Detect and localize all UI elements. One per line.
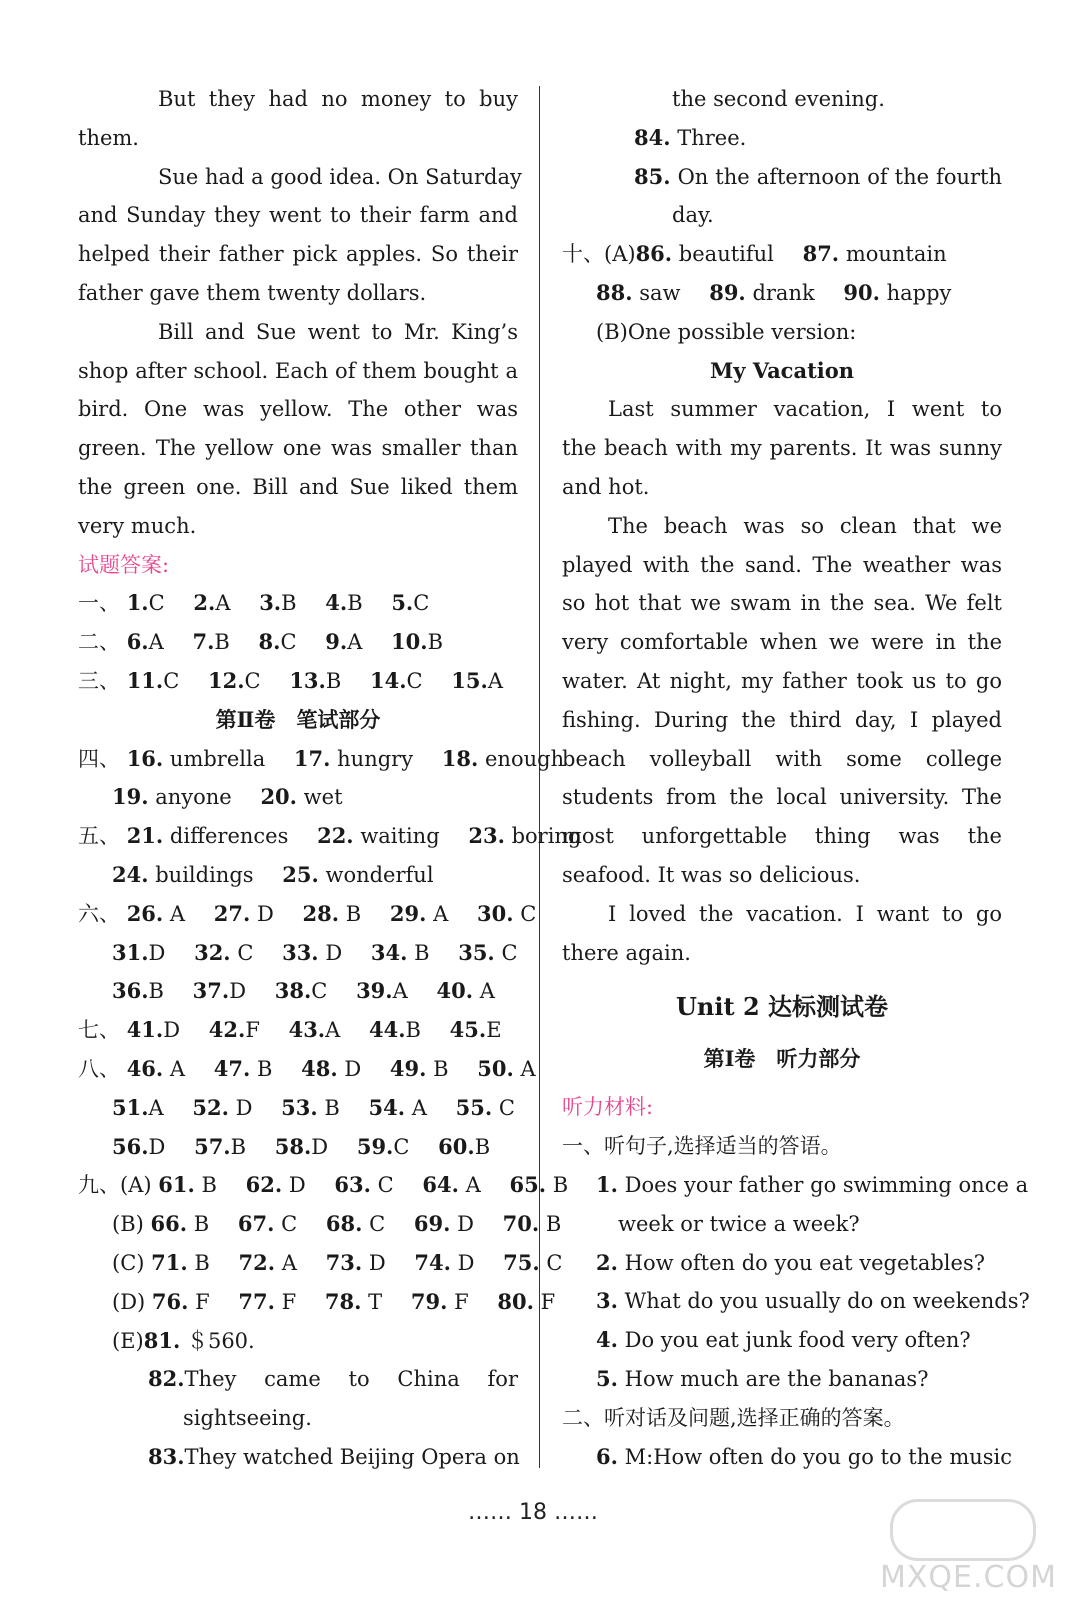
answer-item: 76. F [151,1288,210,1314]
answer-item: 41.D [126,1017,181,1043]
answer-item: 50. A [477,1055,536,1081]
essay-line: fishing. During the third day, I played [562,707,1002,732]
answer-row [78,934,518,973]
answer-item: 46. A [126,1055,186,1081]
answer-item: 26. A [126,900,186,926]
story-line: father gave them twenty dollars. [78,280,427,305]
listening-question: 2. How often do you eat vegetables? [596,1249,985,1275]
answer-item: 70. B [502,1211,562,1237]
answer-item: 75. C [503,1249,563,1275]
answer-row [78,623,518,662]
answer-item: 61. B [158,1172,217,1198]
answer-item: 45.E [449,1017,502,1043]
answer-item: 53. B [281,1094,340,1120]
listening-section: 一、听句子,选择适当的答语。 [562,1134,842,1159]
answer-row [78,1128,518,1167]
page-number: …… 18 …… [468,1500,598,1525]
answer-item: 72. A [238,1249,297,1275]
section-label: 四、 [78,746,120,771]
section-label: 九、 [78,1173,120,1198]
watermark-logo [870,1495,1057,1595]
answer-item: 89. drank [709,279,815,305]
answer-item: 2.A [193,590,231,616]
answer-item: 90. happy [843,279,952,305]
answer-item: 19. anyone [112,784,232,810]
essay-line: The beach was so clean that we [608,513,1002,538]
section-label: 十、 [562,242,604,267]
answer-item: 36.B [112,978,164,1004]
answer-item: 22. waiting [317,823,440,849]
answer-item: 47. B [213,1055,273,1081]
essay-line: so hot that we swam in the sea. We felt [562,591,1002,616]
essay-line: seafood. It was so delicious. [562,862,861,887]
listening-heading: 听力材料: [562,1095,654,1120]
answer-item: 64. A [422,1172,481,1198]
answer-item: 4.B [325,590,363,616]
section-label: 一、 [78,591,120,616]
answer-row: (B) 66. B 67. C 68. C 69. D 70. B [78,1205,518,1244]
answer-row [78,778,518,817]
answer-item: 10.B [391,629,444,655]
answer-item: 3.B [259,590,297,616]
listening-question: 3. What do you usually do on weekends? [596,1288,1030,1314]
essay-line: very comfortable when we were in the [562,630,1002,655]
answer-item: 33. D [282,939,343,965]
answer-item: 21. differences [126,823,289,849]
answer-row [78,856,518,895]
answer-line: the second evening. [672,87,885,111]
answer-item: 38.C [274,978,328,1004]
answer-item: 63. C [334,1172,394,1198]
listening-question: 4. Do you eat junk food very often? [596,1327,971,1353]
watermark-text: MXQE.COM [880,1560,1057,1595]
answer-row [78,662,518,701]
answer-row [78,972,518,1011]
answer-item: 40. A [436,978,495,1004]
essay-line: Last summer vacation, I went to [608,397,1002,422]
answer-item: 29. A [389,900,449,926]
answer-item: 55. C [455,1094,515,1120]
story-line: green. The yellow one was smaller than [78,436,518,461]
answer-item: 8.C [258,629,297,655]
answer-item: 39.A [356,978,408,1004]
section-label: 六、 [78,901,120,926]
answer-row: 九、(A) 61. B 62. D 63. C 64. A 65. B [78,1166,518,1205]
story-line: shop after school. Each of them bought a [78,358,518,383]
unit-title: Unit 2 达标测试卷 [676,992,888,1022]
right-column [562,80,1030,1476]
answer-row [78,1089,518,1128]
answer-row [562,274,1002,313]
answer-item: 27. D [213,900,274,926]
story-line: helped their father pick apples. So their [78,242,518,267]
answer-item: 23. boring [468,823,582,849]
answer-line: 84. Three. [634,124,747,150]
answer-item: 12.C [208,667,261,693]
essay-line: played with the sand. The weather was [562,552,1002,577]
listening-question: week or twice a week? [618,1211,860,1236]
answer-item: 30. C [477,900,537,926]
essay-line: and hot. [562,474,650,499]
section-label: 三、 [78,668,120,693]
answer-item: 88. saw [596,279,681,305]
listening-section: 二、听对话及问题,选择正确的答案。 [562,1405,905,1430]
section-label: 五、 [78,824,120,849]
answer-item: 11.C [126,667,180,693]
answer-item: 48. D [301,1055,362,1081]
answer-row: 十、(A)86. beautiful 87. mountain [562,235,1002,274]
answer-item: 24. buildings [112,861,254,887]
listening-question: 5. How much are the bananas? [596,1365,929,1391]
watermark-badge-icon [890,1499,1036,1561]
answer-item: 59.C [356,1133,410,1159]
essay-line: the beach with my parents. It was sunny [562,436,1002,461]
story-line: bird. One was yellow. The other was [78,397,518,422]
answer-item: 77. F [238,1288,297,1314]
story-line: Bill and Sue went to Mr. King’s [158,319,518,344]
essay-line: students from the local university. The [562,785,1002,810]
answer-item: 20. wet [260,784,343,810]
part1-heading: 第Ⅰ卷 听力部分 [703,1046,861,1072]
essay-line: there again. [562,940,691,965]
section-label: 八、 [78,1056,120,1081]
answer-item: 54. A [368,1094,427,1120]
story-line: Sue had a good idea. On Saturday [158,164,522,189]
answer-row [78,895,537,934]
answer-item: 65. B [509,1172,569,1198]
answer-item: 1.C [126,590,165,616]
answer-item: 74. D [414,1249,475,1275]
answer-item: 15.A [451,667,504,693]
story-line: But they had no money to buy [158,87,518,111]
answer-item: 60.B [438,1133,491,1159]
answer-item: 71. B [151,1249,210,1275]
answer-item: 35. C [458,939,518,965]
answer-row [78,1050,536,1089]
answer-item: 34. B [370,939,430,965]
answer-row [78,817,582,856]
answers-heading: 试题答案: [78,552,170,577]
answer-item: 87. mountain [802,241,947,267]
answer-row: (D) 76. F 77. F 78. T 79. F 80. F [78,1283,518,1322]
essay-line: I loved the vacation. I want to go [608,901,1002,926]
answer-item: 68. C [325,1211,386,1237]
answer-line: 85. On the afternoon of the fourth [634,163,1002,189]
answer-item: 57.B [194,1133,247,1159]
answer-item: 42.F [208,1017,260,1043]
answer-item: 79. F [410,1288,469,1314]
answer-item: 25. wonderful [282,861,434,887]
answer-item: 17. hungry [293,745,414,771]
section-label: 七、 [78,1018,120,1043]
answer-line: day. [672,203,714,228]
answer-item: 43.A [288,1017,341,1043]
answer-row [78,1011,518,1050]
essay-title: My Vacation [709,357,855,383]
answer-item: 5.C [391,590,430,616]
listening-question: 6. M:How often do you go to the music [596,1443,1013,1469]
answer-item: 6.A [126,629,164,655]
answer-item: 14.C [369,667,423,693]
essay-line: water. At night, my father took us to go [562,668,1002,693]
story-line: and Sunday they went to their farm and [78,203,518,228]
answer-item: 7.B [192,629,230,655]
answer-item: 62. D [245,1172,306,1198]
answer-row [78,584,518,623]
answer-item: 28. B [302,900,362,926]
essay-line: beach volleyball with some college [562,746,1002,771]
answer-item: 16. umbrella [126,745,266,771]
story-line: very much. [78,513,197,538]
answer-item: 78. T [324,1288,383,1314]
answer-item: 37.D [192,978,247,1004]
answer-row [78,740,565,779]
answer-item: 44.B [368,1017,421,1043]
part2-heading: 第Ⅱ卷 笔试部分 [215,706,381,732]
answer-item: 69. D [413,1211,474,1237]
answer-item: 51.A [112,1094,164,1120]
answer-item: 9.A [325,629,363,655]
answer-item: 66. B [150,1211,210,1237]
answer-row: 82.They came to China for [148,1366,518,1392]
left-column [78,80,582,1477]
answer-item: 56.D [112,1133,166,1159]
story-line: the green one. Bill and Sue liked them [78,474,518,499]
answer-row: (C) 71. B 72. A 73. D 74. D 75. C [78,1244,518,1283]
answer-row: sightseeing. [183,1406,312,1431]
answer-item: 32. C [194,939,254,965]
answer-line: (B)One possible version: [596,319,857,344]
listening-question: 1. Does your father go swimming once a [596,1171,1029,1197]
answer-item: 67. C [237,1211,298,1237]
story-line: them. [78,125,139,150]
essay-line: most unforgettable thing was the [562,824,1002,849]
answer-item: 13.B [289,667,342,693]
answer-item: 86. beautiful [635,241,774,267]
section-label: 二、 [78,630,120,655]
answer-item: 73. D [325,1249,386,1275]
answer-item: 58.D [274,1133,329,1159]
answer-item: 80. F [497,1288,556,1314]
answer-item: 52. D [192,1094,253,1120]
answer-item: 31.D [112,939,166,965]
answer-item: 49. B [389,1055,449,1081]
answer-item: 18. enough [441,745,565,771]
answer-row: (E)81. ＄560. [112,1327,255,1353]
answer-row: 83.They watched Beijing Opera on [148,1443,520,1469]
